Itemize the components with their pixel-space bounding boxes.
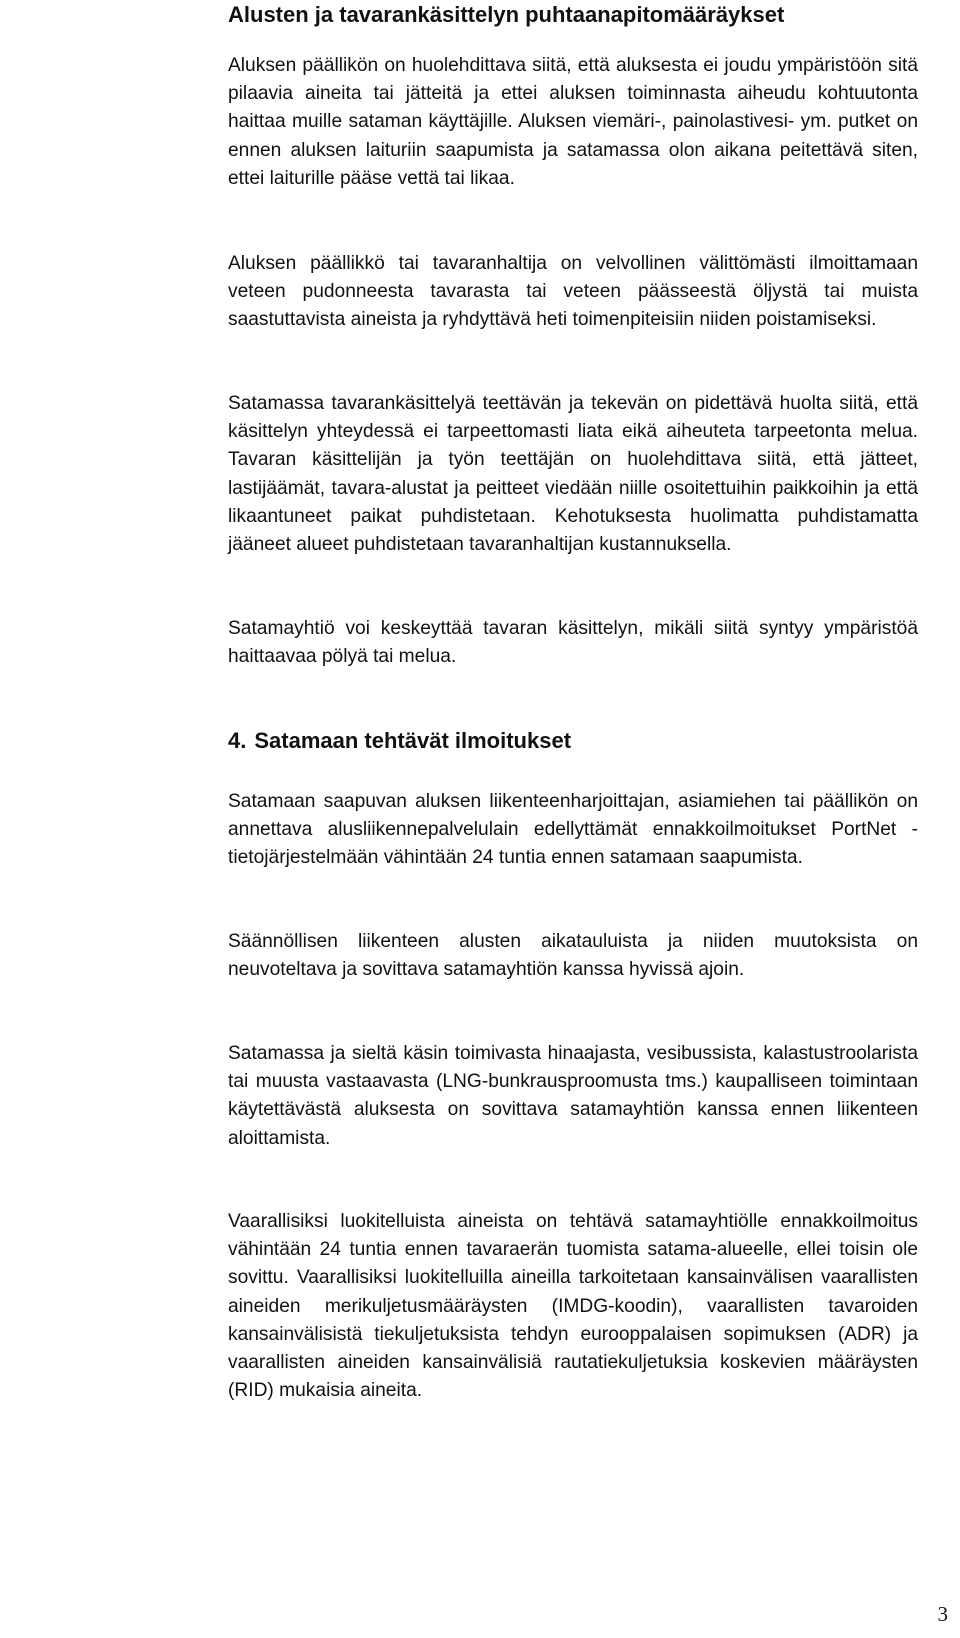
paragraph-ilmoitukset-4: Vaarallisiksi luokitelluista aineista on tehtävä satamayhtiölle ennakkoilmoitus vähintään 24 tuntia ennen tavaraerän tuomista satama-alueelle, ellei toisin ole sovittu. Vaarallisiksi luokitelluilla aineilla tarkoitetaan kansainvälisen vaarallisten aineiden merikuljetusmääräysten (IMDG-koodin), vaarallisten tavaroiden kansainvälisistä tiekuljetuksista tehdyn eurooppalaisen sopimuksen (ADR) ja vaarallisten aineiden kansainvälisiä rautatiekuljetuksia koskevien määräysten (RID) mukaisia aineita.	[228, 1211, 918, 1402]
paragraph-ilmoitukset-1: Satamaan saapuvan aluksen liikenteenharjoittajan, asiamiehen tai päällikön on annettava alusliikennepalvelulain edellyttämät ennakkoilmoitukset PortNet -tietojärjestelmään vähintään 24 tuntia ennen satamaan saapumista.	[228, 791, 918, 869]
paragraph-ilmoitukset-2: Säännöllisen liikenteen alusten aikatauluista ja niiden muutoksista on neuvoteltava ja sovittava satamayhtiön kanssa hyvissä ajoin.	[228, 931, 918, 981]
page-number: 3	[937, 1602, 948, 1626]
section-number: 4.	[228, 728, 247, 753]
paragraph-puhtaanapito-3: Satamassa tavarankäsittelyä teettävän ja tekevän on pidettävä huolta siitä, että käsittelyn yhteydessä ei tarpeettomasti liata eikä aiheuteta tarpeetonta melua. Tavaran käsittelijän ja työn teettäjän on huolehdittava siitä, että jätteet, lastijäämät, tavara-alustat ja peitteet viedään niille osoitettuihin paikkoihin ja että likaantuneet paikat puhdistetaan. Kehotuksesta huolimatta puhdistamatta jääneet alueet puhdistetaan tavaranhaltijan kustannuksella.	[228, 393, 918, 556]
section-title: Satamaan tehtävät ilmoitukset	[254, 728, 572, 753]
paragraph-puhtaanapito-1: Aluksen päällikön on huolehdittava siitä, että aluksesta ei joudu ympäristöön sitä pilaavia aineita tai jätteitä ja ettei aluksen toiminnasta aiheudu kohtuutonta haittaa muille sataman käyttäjille. Aluksen viemäri-, painolastivesi- ym. putket on ennen aluksen laituriin saapumista ja satamassa olon aikana peitettävä siten, ettei laiturille pääse vettä tai likaa.	[228, 55, 918, 189]
section-heading-puhtaanapito: Alusten ja tavarankäsittelyn puhtaanapitomääräykset	[228, 2, 785, 27]
section-heading-ilmoitukset	[228, 728, 571, 754]
paragraph-ilmoitukset-3: Satamassa ja sieltä käsin toimivasta hinaajasta, vesibussista, kalastustroolarista tai muusta vastaavasta (LNG-bunkrausproomusta tms.) kaupalliseen toimintaan käytettävästä aluksesta on sovittava satamayhtiön kanssa ennen liikenteen aloittamista.	[228, 1043, 918, 1149]
paragraph-puhtaanapito-4: Satamayhtiö voi keskeyttää tavaran käsittelyn, mikäli siitä syntyy ympäristöä haittaavaa pölyä tai melua.	[228, 618, 918, 668]
paragraph-puhtaanapito-2: Aluksen päällikkö tai tavaranhaltija on velvollinen välittömästi ilmoittamaan veteen pudonneesta tavarasta tai veteen päässeestä öljystä tai muista saastuttavista aineista ja ryhdyttävä heti toimenpiteisiin niiden poistamiseksi.	[228, 253, 918, 331]
